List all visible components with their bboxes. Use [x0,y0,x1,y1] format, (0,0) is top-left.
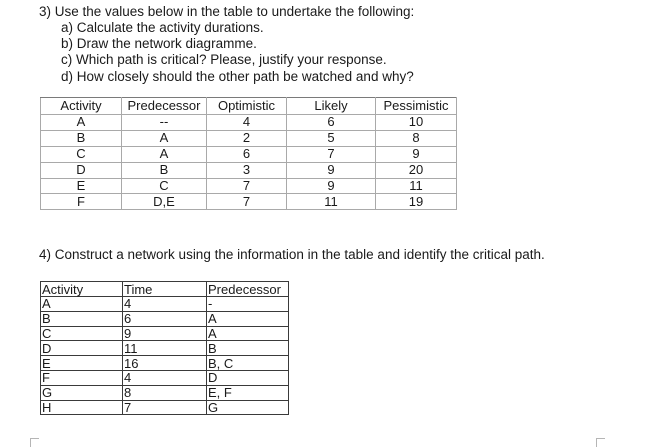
cell-activity: B [41,311,123,326]
cell-activity: F [41,194,122,210]
cell-activity: B [41,130,122,146]
cell-predecessor: - [207,297,289,312]
cell-predecessor: A [207,326,289,341]
cell-activity: H [41,400,123,415]
question-3-part-a: a) Calculate the activity durations. [61,20,264,35]
question-3-title: 3) Use the values below in the table to undertake the following: [39,4,415,19]
cell-likely: 9 [287,162,376,178]
question-3-parts [61,20,414,85]
activity-time-table [40,281,289,415]
table-row [41,130,457,146]
table-row [41,297,289,312]
question-3-part-d: d) How closely should the other path be watched and why? [61,68,414,84]
cell-activity: A [41,297,123,312]
table-row [41,162,457,178]
cell-activity: F [41,370,123,385]
header-activity: Activity [41,98,122,115]
cell-predecessor: C [122,178,207,194]
cell-pessimistic: 11 [376,178,457,194]
cell-predecessor: G [207,400,289,415]
cell-activity: E [41,178,122,194]
table-row [41,400,289,415]
cell-pessimistic: 20 [376,162,457,178]
cell-likely: 9 [287,178,376,194]
cell-predecessor: A [122,130,207,146]
header-pessimistic: Pessimistic [376,98,457,115]
cell-likely: 11 [287,194,376,210]
cell-time: 7 [123,400,207,415]
cell-time: 4 [123,297,207,312]
cell-optimistic: 6 [207,146,287,162]
cell-activity: C [41,146,122,162]
header-optimistic: Optimistic [207,98,287,115]
cell-time: 16 [123,356,207,371]
cell-optimistic: 7 [207,178,287,194]
cell-optimistic: 3 [207,162,287,178]
cell-predecessor: -- [122,115,207,131]
cell-activity: A [41,115,122,131]
cell-predecessor: A [122,146,207,162]
cell-pessimistic: 19 [376,194,457,210]
cell-time: 8 [123,385,207,400]
question-3-part-c: c) Which path is critical? Please, justify your response. [61,52,387,68]
cell-predecessor: D,E [122,194,207,210]
cell-predecessor: B [122,162,207,178]
cell-time: 4 [123,370,207,385]
table-row [41,178,457,194]
cell-predecessor: B, C [207,356,289,371]
cell-predecessor: B [207,341,289,356]
cell-time: 6 [123,311,207,326]
table-row [41,194,457,210]
header-likely: Likely [287,98,376,115]
table-row [41,115,457,131]
cell-likely: 7 [287,146,376,162]
cell-optimistic: 7 [207,194,287,210]
cell-time: 9 [123,326,207,341]
cell-activity: E [41,356,123,371]
table-row [41,311,289,326]
cell-activity: G [41,385,123,400]
table-row [41,356,289,371]
cell-predecessor: D [207,370,289,385]
table-header-row [41,98,457,115]
table-header-row [41,282,289,297]
question-3-part-b: b) Draw the network diagramme. [61,36,257,52]
header-predecessor: Predecessor [122,98,207,115]
cell-likely: 5 [287,130,376,146]
table-row [41,370,289,385]
table-row [41,341,289,356]
cell-activity: D [41,162,122,178]
cell-optimistic: 4 [207,115,287,131]
header-time: Time [123,282,207,297]
cell-likely: 6 [287,115,376,131]
cell-pessimistic: 9 [376,146,457,162]
cell-predecessor: E, F [207,385,289,400]
table-row [41,326,289,341]
cell-predecessor: A [207,311,289,326]
cell-activity: C [41,326,123,341]
header-activity: Activity [41,282,123,297]
cell-pessimistic: 8 [376,130,457,146]
table-row [41,146,457,162]
cell-optimistic: 2 [207,130,287,146]
cell-activity: D [41,341,123,356]
table-row [41,385,289,400]
cell-pessimistic: 10 [376,115,457,131]
question-4-title: 4) Construct a network using the information in the table and identify the critical path. [39,247,545,262]
cell-time: 11 [123,341,207,356]
activity-estimates-table [40,97,457,210]
header-predecessor: Predecessor [207,282,289,297]
